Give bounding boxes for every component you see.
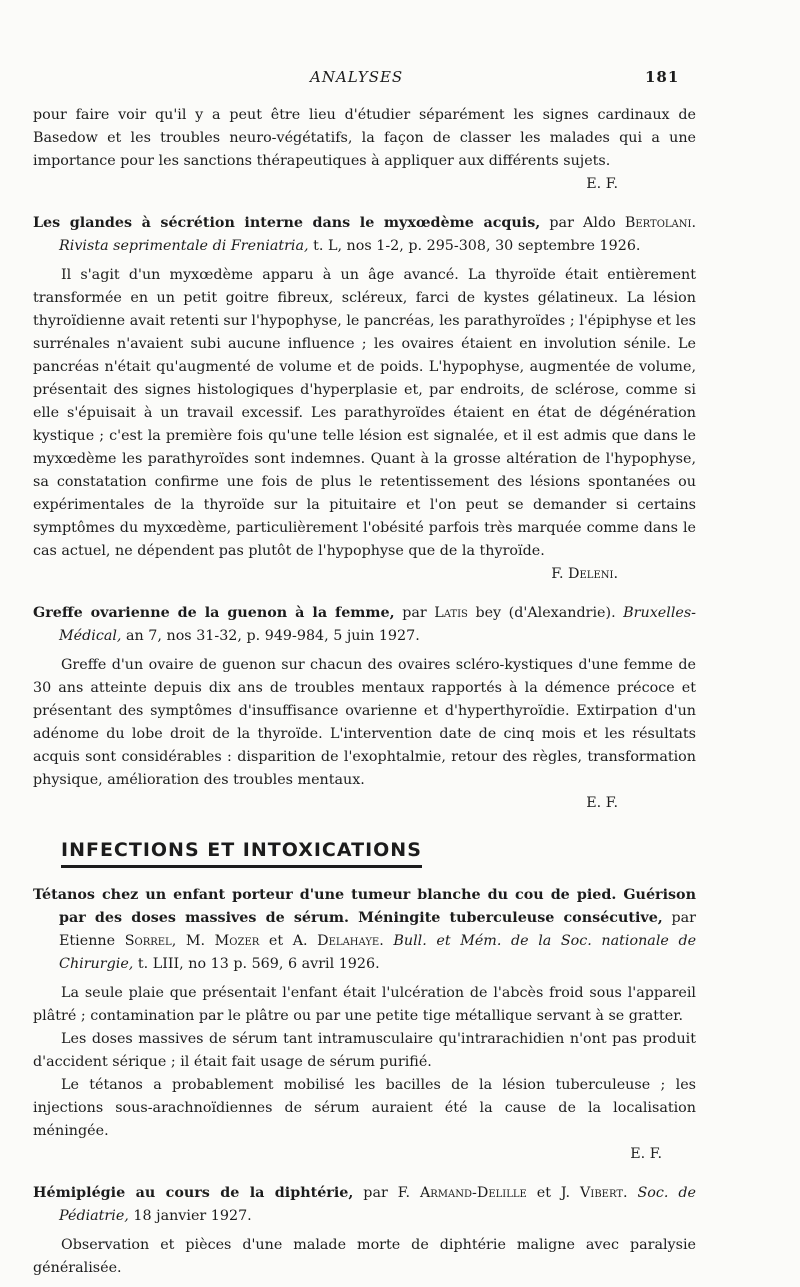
entry3-by2: M. [185, 933, 206, 949]
entry1-signature: F. Deleni. [551, 566, 618, 582]
running-head-title: ANALYSES [310, 68, 404, 86]
running-head [0, 68, 800, 90]
entry2-text: Greffe d'un ovaire de guenon sur chacun des ovaires scléro-kystiques d'une femme de 30 ans atteinte depuis dix ans de troubles mentaux rapportés à la démence précoce et présentant des symptômes d'insuffisance ovarienne et d'hyperthyroïdie. Extirpation d'un adénome du lobe droit de la thyroïde. L'intervention date de cinq mois et les résultats acquis sont considérables : disparition de l'exophtalmie, retour des règles, transformation physique, amélioration des troubles mentaux. [33, 657, 696, 788]
entry4-by2: et J. [536, 1185, 571, 1201]
entry1-journal: Rivista seprimentale di Freniatria, [59, 238, 309, 254]
page-number: 181 [645, 68, 680, 86]
entry3-author2: Mozer [214, 933, 260, 949]
entry1-title-text: Les glandes à sécrétion interne dans le myxœdème acquis, [33, 215, 541, 231]
entry3-by: par Etienne [59, 910, 697, 949]
entry4-by: par F. [363, 1185, 410, 1201]
entry1-author: Bertolani. [624, 215, 696, 231]
entry4-journal: Soc. de Pédiatrie, [59, 1185, 697, 1224]
entry2-author: Latis [434, 605, 468, 621]
entry1-text: Il s'agit d'un myxœdème apparu à un âge avancé. La thyroïde était entièrement transformée en un petit goitre fibreux, scléreux, farci de kystes gélatineux. La lésion thyroïdienne avait retenti sur l'hypophyse, le pancréas, les parathyroïdes ; l'épiphyse et les surrénales n'avaient subi aucune influence ; les ovaires étaient en involution sénile. Le pancréas n'était qu'augmenté de volume et de poids. L'hypophyse, augmentée de volume, présentait des signes histologiques d'hyperplasie et, par endroits, de sclérose, comme si elle s'épuisait à un travail excessif. Les parathyroïdes étaient en état de dégénération kystique ; c'est la première fois qu'une telle lésion est signalée, et il est admis que dans le myxœdème les parathyroïdes sont indemnes. Quant à la grosse altération de l'hypophyse, sa constatation confirme une fois de plus le retentissement des lésions spontanées ou expérimentales de la thyroïde sur la pituitaire et l'on peut se demander si certains symptômes du myxœdème, particulièrement l'obésité parfois très marquée comme dans le cas actuel, ne dépendent pas plutôt de l'hypophyse que de la thyroïde. [33, 267, 696, 559]
section-heading: INFECTIONS ET INTOXICATIONS [61, 839, 422, 868]
entry3-title-text: Tétanos chez un enfant porteur d'une tumeur blanche du cou de pied. Guérison par des doses massives de sérum. Méningite tuberculeuse consécutive, [33, 887, 696, 926]
entry4-title [33, 1182, 696, 1228]
entry4-author2: Vibert. [580, 1185, 628, 1201]
entry3-journal: Bull. et Mém. de la Soc. nationale de Chirurgie, [59, 933, 697, 972]
entry2-affil: bey (d'Alexandrie). [475, 605, 616, 621]
entry4-text: Observation et pièces d'une malade morte de diphtérie maligne avec paralysie généralisée. [33, 1237, 696, 1276]
entry3-paragraph-2: Les doses massives de sérum tant intramusculaire qu'intrarachidien n'ont pas produit d'accident sérique ; il était fait usage de sérum purifié. [33, 1031, 696, 1070]
page-body [33, 104, 696, 1280]
entry2-title [33, 602, 696, 648]
entry3-paragraph-3: Le tétanos a probablement mobilisé les bacilles de la lésion tuberculeuse ; les injections sous-arachnoïdiennes de sérum auraient été la cause de la localisation méningée. [33, 1077, 696, 1139]
entry2-ref: an 7, nos 31-32, p. 949-984, 5 juin 1927. [126, 628, 420, 644]
entry4-title-text: Hémiplégie au cours de la diphtérie, [33, 1185, 354, 1201]
entry2-title-text: Greffe ovarienne de la guenon à la femme, [33, 605, 395, 621]
entry0-signature: E. F. [586, 176, 618, 192]
entry3-paragraph-1: La seule plaie que présentait l'enfant était l'ulcération de l'abcès froid sous l'appareil plâtré ; contamination par le plâtre ou par une petite tige métallique servant à se gratter. [33, 985, 696, 1024]
entry3-by3: et A. [268, 933, 308, 949]
entry0-text: pour faire voir qu'il y a peut être lieu d'étudier séparément les signes cardinaux de Basedow et les troubles neuro-végétatifs, la façon de classer les malades qui a une importance pour les sanctions thérapeutiques à appliquer aux différents sujets. [33, 107, 696, 169]
entry1-by: par Aldo [549, 215, 616, 231]
entry1-ref: t. L, nos 1-2, p. 295-308, 30 septembre 1926. [313, 238, 641, 254]
entry3-signature: E. F. [630, 1146, 662, 1162]
entry1-title [33, 212, 696, 258]
entry3-author3: Delahaye. [317, 933, 384, 949]
entry2-journal: Bruxelles-Médical, [59, 605, 697, 644]
entry3-title [33, 884, 696, 976]
entry2-by: par [402, 605, 427, 621]
entry3-author1: Sorrel, [124, 933, 177, 949]
entry3-ref: t. LIII, no 13 p. 569, 6 avril 1926. [137, 956, 380, 972]
entry4-author1: Armand-Delille [419, 1185, 527, 1201]
entry2-signature: E. F. [586, 795, 618, 811]
entry4-ref: 18 janvier 1927. [133, 1208, 252, 1224]
